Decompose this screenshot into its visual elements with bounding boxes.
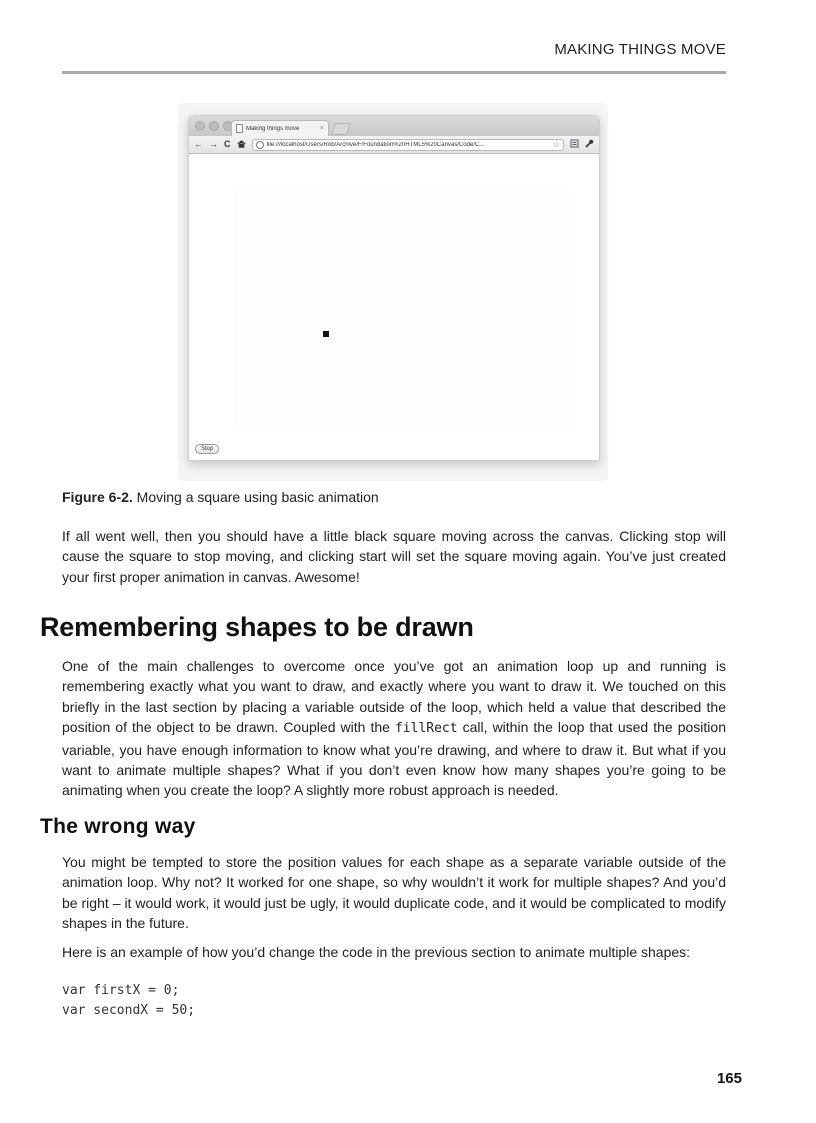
page-icon xyxy=(236,124,243,133)
tab-strip xyxy=(189,116,599,136)
wrench-icon[interactable] xyxy=(585,139,594,150)
bookmark-star-icon[interactable]: ☆ xyxy=(552,140,560,149)
tab-close-icon[interactable]: × xyxy=(319,125,324,132)
address-url: file:///localhost/Users/Rob/Archive/F/Foundation%20HTML5%20Canvas/Code/C... xyxy=(266,141,485,148)
paragraph-2-before: One of the main challenges to overcome once you’ve got an animation loop up and running is remembering exactly what you want to draw, and exactly where you want to draw it. We touched on this briefly in the last section by placing a variable outside of the loop, which held a value that described the position of the object to be drawn. Coupled with the xyxy=(62,658,726,736)
subsection-heading: The wrong way xyxy=(40,815,196,838)
page-viewport xyxy=(189,154,599,460)
animation-canvas xyxy=(233,190,573,430)
stop-button[interactable]: Stop xyxy=(195,444,219,454)
paragraph-2 xyxy=(62,656,726,801)
paragraph-2-after: call, within the loop that used the position variable, you have enough information to know what you’re drawing, and where to draw it. But what if you want to animate multiple shapes? What if you don’t even know how many shapes you’re going to be animating when you create the loop? A slightly more robust approach is needed. xyxy=(62,719,726,799)
figure-screenshot xyxy=(178,103,608,481)
section-heading: Remembering shapes to be drawn xyxy=(40,612,474,642)
running-head: MAKING THINGS MOVE xyxy=(554,41,726,58)
home-icon[interactable] xyxy=(237,140,246,150)
window-controls xyxy=(195,121,233,131)
browser-window xyxy=(188,115,600,461)
browser-toolbar xyxy=(189,136,599,154)
code-line-1: var firstX = 0; xyxy=(62,983,180,998)
figure-caption xyxy=(62,489,379,505)
page-menu-icon[interactable] xyxy=(570,139,579,150)
inline-code: fillRect xyxy=(394,721,458,737)
minimize-window-button[interactable] xyxy=(209,121,219,131)
globe-icon xyxy=(256,141,264,149)
wrench-glyph xyxy=(585,139,594,148)
close-window-button[interactable] xyxy=(195,121,205,131)
home-glyph xyxy=(237,140,246,148)
paragraph-4: Here is an example of how you’d change the code in the previous section to animate multiple shapes: xyxy=(62,944,691,960)
caption-label: Figure 6-2. xyxy=(62,489,133,505)
caption-text: Moving a square using basic animation xyxy=(132,489,379,505)
code-block xyxy=(62,981,195,1021)
page-number: 165 xyxy=(716,1070,742,1087)
new-tab-button[interactable] xyxy=(331,123,351,135)
header-rule xyxy=(62,71,726,74)
tab-title: Making things move xyxy=(246,125,300,132)
code-line-2: var secondX = 50; xyxy=(62,1003,196,1018)
browser-tab[interactable] xyxy=(231,120,329,136)
address-bar[interactable] xyxy=(252,139,565,151)
page-menu-glyph xyxy=(570,139,579,148)
back-icon[interactable]: ← xyxy=(194,139,203,149)
moving-square xyxy=(323,331,329,337)
reload-icon[interactable]: C xyxy=(224,139,231,149)
forward-icon[interactable]: → xyxy=(209,139,218,149)
paragraph-1: If all went well, then you should have a little black square moving across the canvas. Clicking stop will cause the square to stop moving, and clicking start will set the square moving again. You’ve just created your first proper animation in canvas. Awesome! xyxy=(62,528,726,585)
paragraph-3: You might be tempted to store the position values for each shape as a separate variable outside of the animation loop. Why not? It worked for one shape, so why wouldn’t it work for multiple shapes? And you’d be right – it would work, it would just be ugly, it would duplicate code, and it would be complicated to modify shapes in the future. xyxy=(62,854,726,932)
